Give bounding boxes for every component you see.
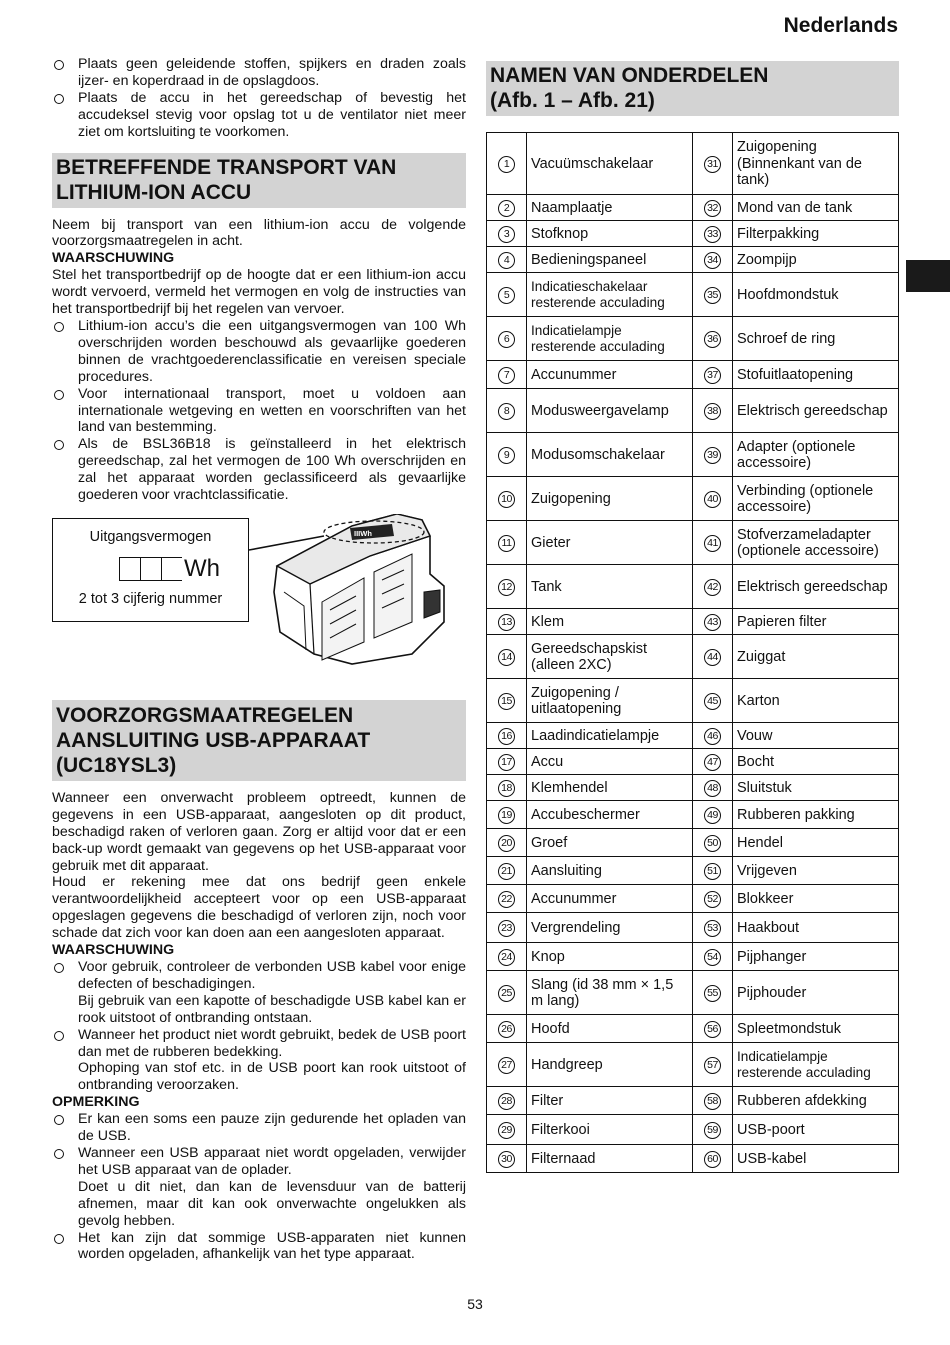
part-number: 27 bbox=[498, 1057, 515, 1074]
part-number-cell bbox=[693, 477, 733, 521]
part-name: Pijphouder bbox=[733, 971, 899, 1015]
part-number-cell bbox=[693, 565, 733, 609]
part-name: Filterpakking bbox=[733, 221, 899, 247]
section-tab-marker bbox=[906, 260, 950, 292]
part-name: Hoofdmondstuk bbox=[733, 273, 899, 317]
parts-table-row bbox=[487, 477, 899, 521]
parts-table-row bbox=[487, 221, 899, 247]
part-number-cell bbox=[487, 1115, 527, 1145]
part-number-cell bbox=[693, 361, 733, 389]
part-name: Vacuümschakelaar bbox=[527, 133, 693, 195]
usb-heading-line: VOORZORGSMAATREGELEN bbox=[56, 703, 354, 727]
part-name: Accunummer bbox=[527, 361, 693, 389]
parts-table-row bbox=[487, 273, 899, 317]
part-number-cell bbox=[693, 609, 733, 635]
part-name: Accubeschermer bbox=[527, 801, 693, 829]
part-name: Handgreep bbox=[527, 1043, 693, 1087]
part-number: 52 bbox=[704, 891, 721, 908]
part-number-cell bbox=[487, 247, 527, 273]
parts-table-row bbox=[487, 1015, 899, 1043]
transport-heading: BETREFFENDE TRANSPORT VAN LITHIUM-ION ACCU bbox=[52, 153, 466, 208]
parts-heading-line: (Afb. 1 – Afb. 21) bbox=[490, 89, 655, 112]
part-name: Elektrisch gereedschap bbox=[733, 389, 899, 433]
part-number: 42 bbox=[704, 579, 721, 596]
part-name: Filterkooi bbox=[527, 1115, 693, 1145]
part-number: 26 bbox=[498, 1021, 515, 1038]
part-name: Pijphanger bbox=[733, 943, 899, 971]
part-number-cell bbox=[693, 913, 733, 943]
part-number: 23 bbox=[498, 920, 515, 937]
parts-table-row bbox=[487, 885, 899, 913]
bullet-subtext: Doet u dit niet, dan kan de levensduur van de batterij afnemen, maar dit kan ook onverwachte ongelukken als gevolg hebben. bbox=[78, 1178, 466, 1229]
transport-bullet: Lithium-ion accu’s die een uitgangsvermogen van 100 Wh overschrijden worden beschouwd als gevaarlijke goederen binnen de vrachtgoederenclassificatie en vereisen speciale procedures. bbox=[52, 318, 466, 386]
part-number: 28 bbox=[498, 1093, 515, 1110]
part-number-cell bbox=[487, 885, 527, 913]
part-number-cell bbox=[487, 857, 527, 885]
part-number-cell bbox=[487, 609, 527, 635]
usb-note-bullet bbox=[52, 1145, 466, 1230]
part-number-cell bbox=[487, 971, 527, 1015]
part-name: Stofverzameladapter (optionele accessoire) bbox=[733, 521, 899, 565]
part-number: 58 bbox=[704, 1093, 721, 1110]
transport-warning-label: WAARSCHUWING bbox=[52, 250, 175, 267]
bullet-subtext: Ophoping van stof etc. in de USB poort kan rook uitstoot of ontbranding veroorzaken. bbox=[78, 1060, 466, 1094]
digit-box bbox=[119, 557, 140, 581]
usb-paragraph: Houd er rekening mee dat ons bedrijf geen enkele verantwoordelijkheid accepteert voor op een USB-apparaat opgeslagen gegevens die beschadigd of verloren zijn, noch voor schade dat zich voor kan doen aan een aangesloten apparaat. bbox=[52, 874, 466, 942]
parts-table-row bbox=[487, 247, 899, 273]
callout-wh-boxes bbox=[119, 554, 220, 582]
part-number: 29 bbox=[498, 1122, 515, 1139]
part-number: 53 bbox=[704, 920, 721, 937]
part-number: 39 bbox=[704, 447, 721, 464]
transport-bullet: Als de BSL36B18 is geïnstalleerd in het elektrisch gereedschap, zal het vermogen de 100 Wh overschrijden en zal het apparaat worden geclassificeerd als gevaarlijke goederen voor vrachtclassificatie. bbox=[52, 436, 466, 504]
part-number-cell bbox=[487, 477, 527, 521]
part-number-cell bbox=[487, 389, 527, 433]
parts-table-row bbox=[487, 749, 899, 775]
parts-table-row bbox=[487, 635, 899, 679]
part-number: 33 bbox=[704, 226, 721, 243]
part-number: 38 bbox=[704, 403, 721, 420]
part-name: Gereedschapskist (alleen 2XC) bbox=[527, 635, 693, 679]
part-number: 25 bbox=[498, 985, 515, 1002]
part-number-cell bbox=[487, 195, 527, 221]
part-number: 47 bbox=[704, 754, 721, 771]
part-name: Vouw bbox=[733, 723, 899, 749]
part-number: 8 bbox=[498, 403, 515, 420]
part-number-cell bbox=[487, 723, 527, 749]
part-name: Slang (id 38 mm × 1,5 m lang) bbox=[527, 971, 693, 1015]
part-name: Rubberen afdekking bbox=[733, 1087, 899, 1115]
parts-table-row bbox=[487, 609, 899, 635]
part-number: 11 bbox=[498, 535, 515, 552]
usb-note-bullet bbox=[52, 1111, 466, 1145]
page-number: 53 bbox=[467, 1296, 483, 1312]
parts-table-row bbox=[487, 1115, 899, 1145]
part-number-cell bbox=[693, 247, 733, 273]
callout-caption: 2 tot 3 cijferig nummer bbox=[78, 590, 223, 607]
part-number: 31 bbox=[704, 156, 721, 173]
part-number: 6 bbox=[498, 331, 515, 348]
part-name: Vergrendeling bbox=[527, 913, 693, 943]
part-number-cell bbox=[693, 943, 733, 971]
part-name: Modusweergavelamp bbox=[527, 389, 693, 433]
battery-wh-marking: IIIWh bbox=[354, 528, 372, 538]
part-name: Verbinding (optionele accessoire) bbox=[733, 477, 899, 521]
part-number-cell bbox=[487, 565, 527, 609]
parts-heading bbox=[486, 61, 899, 116]
parts-table-row bbox=[487, 521, 899, 565]
part-name: Zoompijp bbox=[733, 247, 899, 273]
part-number-cell bbox=[487, 1145, 527, 1173]
part-number-cell bbox=[693, 679, 733, 723]
part-name: Vrijgeven bbox=[733, 857, 899, 885]
part-number: 9 bbox=[498, 447, 515, 464]
part-name: Haakbout bbox=[733, 913, 899, 943]
part-number: 16 bbox=[498, 728, 515, 745]
transport-bullet: Voor internationaal transport, moet u voldoen aan internationale wetgeving en wetten en voorschriften van het land van bestemming. bbox=[52, 386, 466, 437]
part-number-cell bbox=[487, 679, 527, 723]
part-name: USB-kabel bbox=[733, 1145, 899, 1173]
part-name: Sluitstuk bbox=[733, 775, 899, 801]
usb-heading bbox=[52, 700, 466, 781]
part-name: Elektrisch gereedschap bbox=[733, 565, 899, 609]
part-name: Accunummer bbox=[527, 885, 693, 913]
parts-table-row bbox=[487, 565, 899, 609]
part-number: 56 bbox=[704, 1021, 721, 1038]
bullet-text: Het kan zijn dat sommige USB-apparaten niet kunnen worden opgeladen, afhankelijk van het type apparaat. bbox=[78, 1229, 466, 1263]
part-number-cell bbox=[693, 195, 733, 221]
part-number-cell bbox=[487, 361, 527, 389]
part-name: Adapter (optionele accessoire) bbox=[733, 433, 899, 477]
parts-table-row bbox=[487, 679, 899, 723]
part-number-cell bbox=[693, 971, 733, 1015]
part-name: Mond van de tank bbox=[733, 195, 899, 221]
part-name: Accu bbox=[527, 749, 693, 775]
part-name: Modusomschakelaar bbox=[527, 433, 693, 477]
part-number-cell bbox=[693, 1015, 733, 1043]
parts-table-row bbox=[487, 1043, 899, 1087]
part-number: 15 bbox=[498, 693, 515, 710]
parts-table-row bbox=[487, 389, 899, 433]
part-number-cell bbox=[487, 1087, 527, 1115]
part-name: Knop bbox=[527, 943, 693, 971]
bullet-text: Er kan een soms een pauze zijn gedurende het opladen van de USB. bbox=[78, 1111, 466, 1145]
parts-table bbox=[486, 132, 899, 1173]
part-name: Filternaad bbox=[527, 1145, 693, 1173]
part-number-cell bbox=[487, 913, 527, 943]
part-name: Schroef de ring bbox=[733, 317, 899, 361]
part-name: Spleetmondstuk bbox=[733, 1015, 899, 1043]
part-name: Zuigopening / uitlaatopening bbox=[527, 679, 693, 723]
part-number-cell bbox=[487, 1015, 527, 1043]
part-number-cell bbox=[487, 133, 527, 195]
part-number: 7 bbox=[498, 367, 515, 384]
part-number: 24 bbox=[498, 949, 515, 966]
part-name: Klemhendel bbox=[527, 775, 693, 801]
parts-table-row bbox=[487, 775, 899, 801]
part-name: Indicatielampje resterende acculading bbox=[527, 317, 693, 361]
part-name: Hendel bbox=[733, 829, 899, 857]
part-number: 59 bbox=[704, 1122, 721, 1139]
usb-note-bullet bbox=[52, 1230, 466, 1264]
part-number: 4 bbox=[498, 252, 515, 269]
usb-note-label: OPMERKING bbox=[52, 1094, 140, 1111]
part-number: 3 bbox=[498, 226, 515, 243]
part-name: Indicatielampje resterende acculading bbox=[733, 1043, 899, 1087]
part-number: 40 bbox=[704, 491, 721, 508]
part-name: Stofknop bbox=[527, 221, 693, 247]
part-number-cell bbox=[487, 749, 527, 775]
part-number-cell bbox=[487, 635, 527, 679]
usb-heading-line: (UC18YSL3) bbox=[56, 753, 177, 777]
part-number-cell bbox=[487, 433, 527, 477]
part-number-cell bbox=[487, 1043, 527, 1087]
part-name: Bocht bbox=[733, 749, 899, 775]
part-number-cell bbox=[693, 389, 733, 433]
part-number: 55 bbox=[704, 985, 721, 1002]
part-number: 5 bbox=[498, 287, 515, 304]
digit-box bbox=[161, 557, 182, 581]
part-name: Tank bbox=[527, 565, 693, 609]
transport-intro: Neem bij transport van een lithium-ion accu de volgende voorzorgsmaatregelen in acht. bbox=[52, 216, 466, 250]
part-number-cell bbox=[693, 829, 733, 857]
part-number: 43 bbox=[704, 614, 721, 631]
part-number: 50 bbox=[704, 835, 721, 852]
part-number: 57 bbox=[704, 1057, 721, 1074]
part-number: 18 bbox=[498, 780, 515, 797]
part-number-cell bbox=[693, 723, 733, 749]
part-number-cell bbox=[487, 317, 527, 361]
parts-table-row bbox=[487, 971, 899, 1015]
part-name: Bedieningspaneel bbox=[527, 247, 693, 273]
digit-box bbox=[140, 557, 161, 581]
part-name: Gieter bbox=[527, 521, 693, 565]
usb-warning-bullet bbox=[52, 959, 466, 1027]
part-number: 60 bbox=[704, 1151, 721, 1168]
bullet-text: Wanneer het product niet wordt gebruikt, bedek de USB poort dan met de rubberen bedekking. bbox=[78, 1026, 466, 1060]
parts-table-body bbox=[487, 133, 899, 1173]
part-number-cell bbox=[693, 749, 733, 775]
parts-table-row bbox=[487, 133, 899, 195]
parts-heading-line: NAMEN VAN ONDERDELEN bbox=[490, 64, 769, 87]
part-name: Filter bbox=[527, 1087, 693, 1115]
part-name: Groef bbox=[527, 829, 693, 857]
part-name: Zuiggat bbox=[733, 635, 899, 679]
parts-table-row bbox=[487, 195, 899, 221]
part-number: 51 bbox=[704, 863, 721, 880]
battery-rating-figure bbox=[52, 514, 466, 686]
callout-title: Uitgangsvermogen bbox=[89, 528, 212, 545]
part-number: 36 bbox=[704, 331, 721, 348]
parts-table-row bbox=[487, 317, 899, 361]
part-number: 22 bbox=[498, 891, 515, 908]
part-number: 49 bbox=[704, 807, 721, 824]
bullet-text: Voor gebruik, controleer de verbonden USB kabel voor enige defecten of beschadigingen. bbox=[78, 959, 466, 992]
part-name: Zuigopening (Binnenkant van de tank) bbox=[733, 133, 899, 195]
part-number-cell bbox=[693, 521, 733, 565]
part-number-cell bbox=[487, 521, 527, 565]
part-name: Blokkeer bbox=[733, 885, 899, 913]
usb-warning-label: WAARSCHUWING bbox=[52, 942, 175, 959]
part-number: 34 bbox=[704, 252, 721, 269]
part-number: 37 bbox=[704, 367, 721, 384]
part-number: 54 bbox=[704, 949, 721, 966]
part-number-cell bbox=[693, 775, 733, 801]
part-name: Naamplaatje bbox=[527, 195, 693, 221]
intro-bullet: Plaats geen geleidende stoffen, spijkers en draden zoals ijzer- en koperdraad in de opslagdoos. bbox=[52, 56, 466, 90]
parts-table-row bbox=[487, 913, 899, 943]
part-name: Laadindicatielampje bbox=[527, 723, 693, 749]
part-name: Papieren filter bbox=[733, 609, 899, 635]
part-number: 19 bbox=[498, 807, 515, 824]
part-number: 48 bbox=[704, 780, 721, 797]
part-number: 46 bbox=[704, 728, 721, 745]
part-number-cell bbox=[487, 943, 527, 971]
part-number-cell bbox=[693, 133, 733, 195]
transport-warning-text: Stel het transportbedrijf op de hoogte dat er een lithium-ion accu wordt vervoerd, vermeld het vermogen en volg de instructies van het transportbedrijf bij het regelen van vervoer. bbox=[52, 267, 466, 318]
part-name: Hoofd bbox=[527, 1015, 693, 1043]
bullet-subtext: Bij gebruik van een kapotte of beschadigde USB kabel kan er rook uitstoot of ontbranding ontstaan. bbox=[78, 992, 466, 1026]
part-number: 17 bbox=[498, 754, 515, 771]
part-name: Klem bbox=[527, 609, 693, 635]
part-number: 45 bbox=[704, 693, 721, 710]
parts-table-row bbox=[487, 943, 899, 971]
part-number-cell bbox=[487, 273, 527, 317]
callout-unit: Wh bbox=[184, 554, 220, 582]
part-number: 30 bbox=[498, 1151, 515, 1168]
right-column bbox=[486, 61, 899, 1173]
parts-table-row bbox=[487, 1087, 899, 1115]
part-number-cell bbox=[487, 829, 527, 857]
part-number: 21 bbox=[498, 863, 515, 880]
part-number: 10 bbox=[498, 491, 515, 508]
part-number-cell bbox=[693, 221, 733, 247]
part-number-cell bbox=[693, 857, 733, 885]
usb-warning-bullet bbox=[52, 1027, 466, 1095]
part-number: 12 bbox=[498, 579, 515, 596]
part-number-cell bbox=[693, 635, 733, 679]
parts-table-row bbox=[487, 433, 899, 477]
part-number-cell bbox=[693, 317, 733, 361]
part-number: 20 bbox=[498, 835, 515, 852]
part-number: 14 bbox=[498, 649, 515, 666]
usb-paragraph: Wanneer een onverwacht probleem optreedt, kunnen de gegevens in een USB-apparaat, aangesloten op dit product, beschadigd raken of verloren gaan. Zorg er altijd voor dat er een back-up wordt gemaakt van gegevens op het USB-apparaat voor gebruik met dit apparaat. bbox=[52, 789, 466, 874]
usb-heading-line: AANSLUITING USB-APPARAAT bbox=[56, 728, 371, 752]
part-number: 2 bbox=[498, 200, 515, 217]
parts-table-row bbox=[487, 723, 899, 749]
part-number-cell bbox=[693, 801, 733, 829]
part-number-cell bbox=[693, 1043, 733, 1087]
output-power-callout bbox=[52, 518, 249, 622]
part-number-cell bbox=[487, 221, 527, 247]
part-number-cell bbox=[693, 433, 733, 477]
part-number: 41 bbox=[704, 535, 721, 552]
part-number-cell bbox=[693, 885, 733, 913]
intro-bullet: Plaats de accu in het gereedschap of bevestig het accudeksel stevig voor opslag tot u de ventilator niet meer ziet om kortsluiting te voorkomen. bbox=[52, 90, 466, 141]
part-number-cell bbox=[487, 775, 527, 801]
parts-table-row bbox=[487, 1145, 899, 1173]
part-number: 35 bbox=[704, 287, 721, 304]
part-name: Karton bbox=[733, 679, 899, 723]
parts-table-row bbox=[487, 829, 899, 857]
bullet-text: Wanneer een USB apparaat niet wordt opgeladen, verwijder het USB apparaat van de oplader. bbox=[78, 1144, 466, 1178]
part-number-cell bbox=[693, 1087, 733, 1115]
part-number-cell bbox=[487, 801, 527, 829]
part-name: USB-poort bbox=[733, 1115, 899, 1145]
parts-table-row bbox=[487, 801, 899, 829]
part-number-cell bbox=[693, 273, 733, 317]
parts-table-row bbox=[487, 857, 899, 885]
page-language-label: Nederlands bbox=[783, 14, 898, 37]
part-number: 1 bbox=[498, 156, 515, 173]
part-name: Indicatieschakelaar resterende acculading bbox=[527, 273, 693, 317]
part-name: Aansluiting bbox=[527, 857, 693, 885]
part-number: 13 bbox=[498, 614, 515, 631]
part-name: Rubberen pakking bbox=[733, 801, 899, 829]
parts-table-row bbox=[487, 361, 899, 389]
part-name: Stofuitlaatopening bbox=[733, 361, 899, 389]
part-number: 44 bbox=[704, 649, 721, 666]
part-number-cell bbox=[693, 1115, 733, 1145]
part-name: Zuigopening bbox=[527, 477, 693, 521]
part-number: 32 bbox=[704, 200, 721, 217]
part-number-cell bbox=[693, 1145, 733, 1173]
left-column bbox=[52, 56, 466, 1263]
